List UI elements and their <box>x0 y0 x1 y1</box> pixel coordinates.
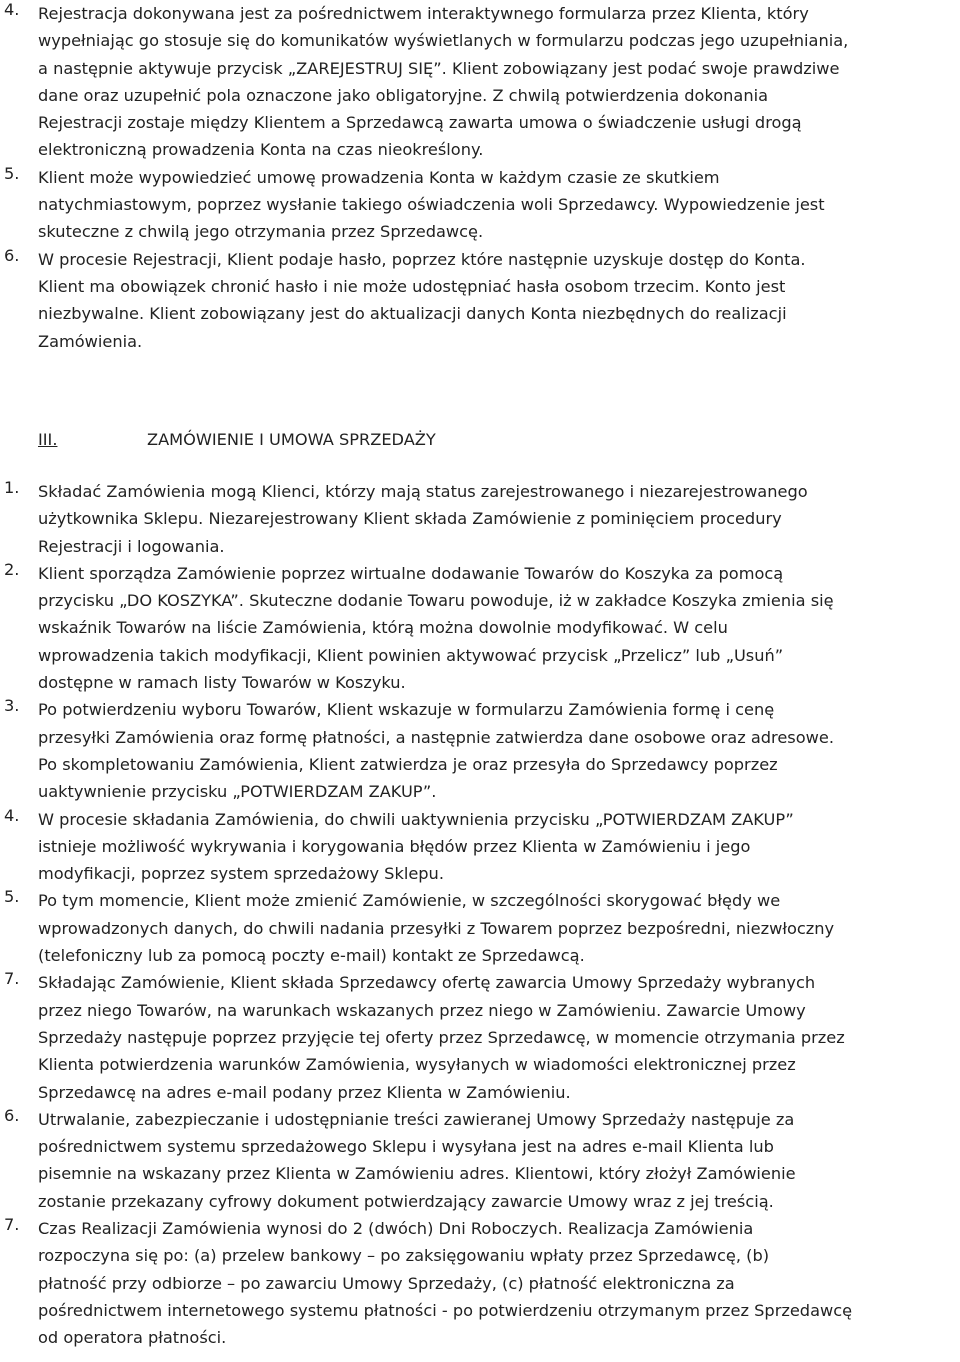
list-item-text-line: wskaźnik Towarów na liście Zamówienia, którą można dowolnie modyfikować. W celu <box>38 618 728 638</box>
list-item-text-line: dane oraz uzupełnić pola oznaczone jako obligatoryjne. Z chwilą potwierdzenia dokonania <box>38 85 769 105</box>
list-item-text-line: Zamówienia. <box>38 331 143 351</box>
list-item-text-line: (telefoniczny lub za pomocą poczty e-mail) kontakt ze Sprzedawcą. <box>38 946 585 966</box>
list-item-text-line: pośrednictwem systemu sprzedażowego Sklepu i wysyłana jest na adres e-mail Klienta lub <box>38 1137 774 1157</box>
list-item-text-line: użytkownika Sklepu. Niezarejestrowany Klient składa Zamówienie z pominięciem procedury <box>38 509 782 529</box>
list-item <box>0 887 960 969</box>
list-item-text-line: Po skompletowaniu Zamówienia, Klient zatwierdza je oraz przesyła do Sprzedawcy poprzez <box>38 754 778 774</box>
list-item-text-line: przycisku „DO KOSZYKA”. Skuteczne dodanie Towaru powoduje, iż w zakładce Koszyka zmienia się <box>38 591 834 611</box>
list-item-text-line: niezbywalne. Klient zobowiązany jest do aktualizacji danych Konta niezbędnych do realizacji <box>38 304 787 324</box>
list-item-text-line: Sprzedawcę na adres e-mail podany przez Klienta w Zamówieniu. <box>38 1082 571 1102</box>
list-item-number: 4. <box>4 805 20 825</box>
list-item-text-line: Po potwierdzeniu wyboru Towarów, Klient wskazuje w formularzu Zamówienia formę i cenę <box>38 700 775 720</box>
list-item-text-line: rozpoczyna się po: (a) przelew bankowy – po zaksięgowaniu wpłaty przez Sprzedawcę, (b) <box>38 1246 770 1266</box>
list-item-text-line: od operatora płatności. <box>38 1328 227 1348</box>
list-item <box>0 696 960 805</box>
list-item-text-line: płatność przy odbiorze – po zawarciu Umowy Sprzedaży, (c) płatność elektroniczna za <box>38 1273 735 1293</box>
list-item-text-line: Rejestracja dokonywana jest za pośrednictwem interaktywnego formularza przez Klienta, który <box>38 4 809 23</box>
list-item-number: 4. <box>4 0 20 19</box>
list-item-text-line: Klient ma obowiązek chronić hasło i nie może udostępniać hasła osobom trzecim. Konto jest <box>38 276 786 296</box>
list-item-text-line: W procesie składania Zamówienia, do chwili uaktywnienia przycisku „POTWIERDZAM ZAKUP” <box>38 809 794 829</box>
list-item-text-line: skuteczne z chwilą jego otrzymania przez Sprzedawcę. <box>38 222 484 242</box>
list-item-text-line: zostanie przekazany cyfrowy dokument potwierdzający zawarcie Umowy wraz z jej treścią. <box>38 1191 774 1211</box>
list-item <box>0 969 960 1105</box>
list-item-text-line: przez niego Towarów, na warunkach wskazanych przez niego w Zamówieniu. Zawarcie Umowy <box>38 1000 806 1020</box>
list-item-text-line: Rejestracji zostaje między Klientem a Sprzedawcą zawarta umowa o świadczenie usługi drogą <box>38 113 802 133</box>
list-item <box>0 164 960 246</box>
list-item-text-line: Klient może wypowiedzieć umowę prowadzenia Konta w każdym czasie ze skutkiem <box>38 167 720 187</box>
list-item-text-line: istnieje możliwość wykrywania i korygowania błędów przez Klienta w Zamówieniu i jego <box>38 836 751 856</box>
list-item <box>0 806 960 888</box>
list-item-text-line: Po tym momencie, Klient może zmienić Zamówienie, w szczególności skorygować błędy we <box>38 891 781 911</box>
list-item-text-line: dostępne w ramach listy Towarów w Koszyku. <box>38 673 406 693</box>
list-item <box>0 560 960 696</box>
list-item-text-line: wprowadzenia takich modyfikacji, Klient powinien aktywować przycisk „Przelicz” lub „Usuń” <box>38 645 784 665</box>
list-item-text-line: wypełniając go stosuje się do komunikatów wyświetlanych w formularzu podczas jego uzupełniania, <box>38 31 849 51</box>
terms-list-section-3 <box>0 478 960 1352</box>
list-item-number: 6. <box>4 1105 20 1125</box>
section-title: ZAMÓWIENIE I UMOWA SPRZEDAŻY <box>147 430 436 449</box>
list-item-text-line: Składać Zamówienia mogą Klienci, którzy mają status zarejestrowanego i niezarejestrowanego <box>38 482 808 501</box>
list-item-text-line: przesyłki Zamówienia oraz formę płatności, a następnie zatwierdza dane osobowe oraz adresowe. <box>38 727 834 747</box>
list-item <box>0 478 960 560</box>
terms-list-section-2 <box>0 0 960 355</box>
section-heading <box>38 426 436 453</box>
list-item-text-line: Składając Zamówienie, Klient składa Sprzedawcy ofertę zawarcia Umowy Sprzedaży wybranych <box>38 973 816 993</box>
list-item-number: 7. <box>4 1215 20 1235</box>
list-item <box>0 246 960 355</box>
list-item-text-line: Klient sporządza Zamówienie poprzez wirtualne dodawanie Towarów do Koszyka za pomocą <box>38 563 784 583</box>
list-item-number: 7. <box>4 969 20 989</box>
list-item-number: 6. <box>4 245 20 265</box>
list-item <box>0 1215 960 1351</box>
list-item-text-line: elektroniczną prowadzenia Konta na czas nieokreślony. <box>38 140 484 160</box>
list-item-text-line: Klienta potwierdzenia warunków Zamówienia, wysyłanych w wiadomości elektronicznej przez <box>38 1055 796 1075</box>
list-item-text-line: natychmiastowym, poprzez wysłanie takiego oświadczenia woli Sprzedawcy. Wypowiedzenie jest <box>38 195 825 215</box>
list-item-number: 5. <box>4 887 20 907</box>
list-item <box>0 0 960 164</box>
list-item-text-line: Sprzedaży następuje poprzez przyjęcie tej oferty przez Sprzedawcę, w momencie otrzymania przez <box>38 1027 845 1047</box>
list-item-text-line: uaktywnienie przycisku „POTWIERDZAM ZAKUP”. <box>38 782 437 802</box>
list-item-text-line: pośrednictwem internetowego systemu płatności - po potwierdzeniu otrzymanym przez Sprzedawcę <box>38 1300 853 1320</box>
list-item-number: 5. <box>4 163 20 183</box>
list-item-number: 3. <box>4 696 20 716</box>
list-item-number: 1. <box>4 478 20 497</box>
list-item-number: 2. <box>4 559 20 579</box>
list-item-text-line: W procesie Rejestracji, Klient podaje hasło, poprzez które następnie uzyskuje dostęp do Konta. <box>38 249 806 269</box>
list-item-text-line: Rejestracji i logowania. <box>38 536 225 556</box>
list-item-text-line: pisemnie na wskazany przez Klienta w Zamówieniu adres. Klientowi, który złożył Zamówienie <box>38 1164 796 1184</box>
list-item-text-line: a następnie aktywuje przycisk „ZAREJESTRUJ SIĘ”. Klient zobowiązany jest podać swoje prawdziwe <box>38 58 840 78</box>
list-item <box>0 1106 960 1215</box>
list-item-text-line: modyfikacji, poprzez system sprzedażowy Sklepu. <box>38 864 444 884</box>
list-item-text-line: Czas Realizacji Zamówienia wynosi do 2 (dwóch) Dni Roboczych. Realizacja Zamówienia <box>38 1219 754 1239</box>
list-item-text-line: wprowadzonych danych, do chwili nadania przesyłki z Towarem poprzez bezpośredni, niezwłoczny <box>38 918 835 938</box>
section-number: III. <box>38 430 58 449</box>
list-item-text-line: Utrwalanie, zabezpieczanie i udostępnianie treści zawieranej Umowy Sprzedaży następuje za <box>38 1109 795 1129</box>
